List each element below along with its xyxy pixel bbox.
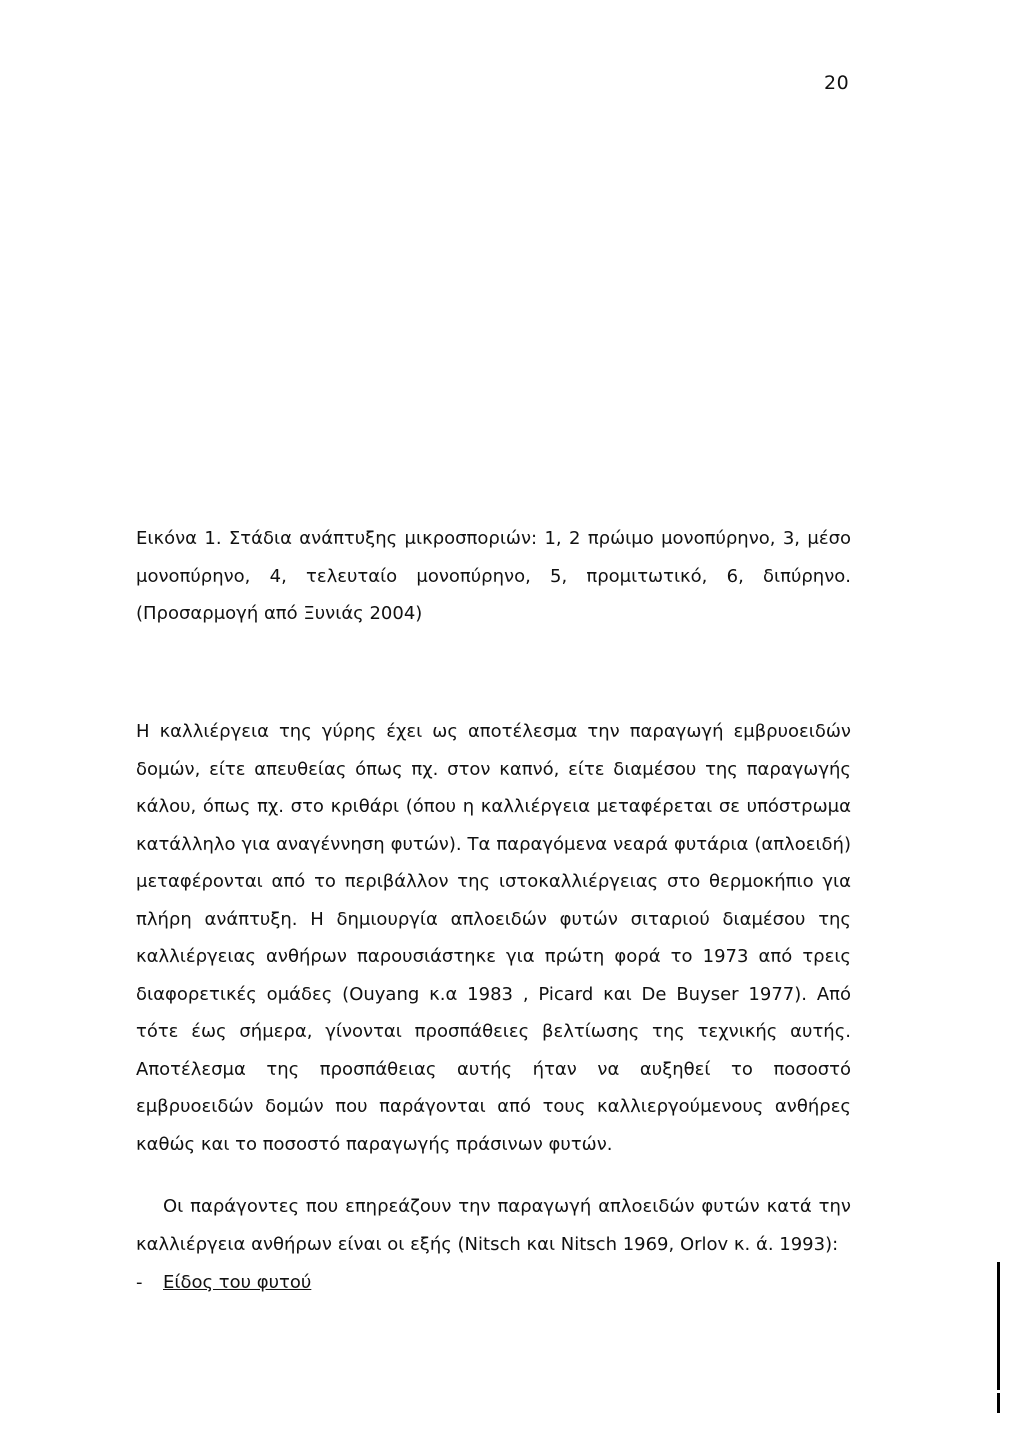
figure-caption: Εικόνα 1. Στάδια ανάπτυξης μικροσποριών: 1, 2 πρώιμο μονοπύρηνο, 3, μέσο μονοπύρηνο, 4, τελευταίο μονοπύρηνο, 5, προμιτωτικό, 6, διπύρηνο. (Προσαρμογή από Ξυνιάς 2004) <box>136 528 851 624</box>
list-dash: - <box>136 1272 143 1293</box>
scan-edge-line <box>997 1262 1000 1390</box>
page-number: 20 <box>824 72 850 94</box>
paragraph-2: Οι παράγοντες που επηρεάζουν την παραγωγή απλοειδών φυτών κατά την καλλιέργεια ανθήρων είναι οι εξής (Nitsch και Nitsch 1969, Orlov κ. ά. 1993): <box>136 1196 851 1255</box>
list-item-label: Είδος του φυτού <box>163 1272 312 1293</box>
scan-edge-line-lower <box>997 1393 1000 1413</box>
paragraph-1: Η καλλιέργεια της γύρης έχει ως αποτέλεσμα την παραγωγή εμβρυοειδών δομών, είτε απευθείας όπως πχ. στον καπνό, είτε διαμέσου της παραγωγής κάλου, όπως πχ. στο κριθάρι (όπου η καλλιέργεια μεταφέρεται σε υπόστρωμα κατάλληλο για αναγέννηση φυτών). Τα παραγόμενα νεαρά φυτάρια (απλοειδή) μεταφέρονται από το περιβάλλον της ιστοκαλλιέργειας στο θερμοκήπιο για πλήρη ανάπτυξη. Η δημιουργία απλοειδών φυτών σιταριού διαμέσου της καλλιέργειας ανθήρων παρουσιάστηκε για πρώτη φορά το 1973 από τρεις διαφορετικές ομάδες (Ouyang κ.α 1983 , Picard και De Buyser 1977). Από τότε έως σήμερα, γίνονται προσπάθειες βελτίωσης της τεχνικής αυτής. Αποτέλεσμα της προσπάθειας αυτής ήταν να αυξηθεί το ποσοστό εμβρυοειδών δομών που παράγονται από τους καλλιεργούμενους ανθήρες καθώς και το ποσοστό παραγωγής πράσινων φυτών. <box>136 721 851 1155</box>
list-item <box>136 1264 311 1302</box>
